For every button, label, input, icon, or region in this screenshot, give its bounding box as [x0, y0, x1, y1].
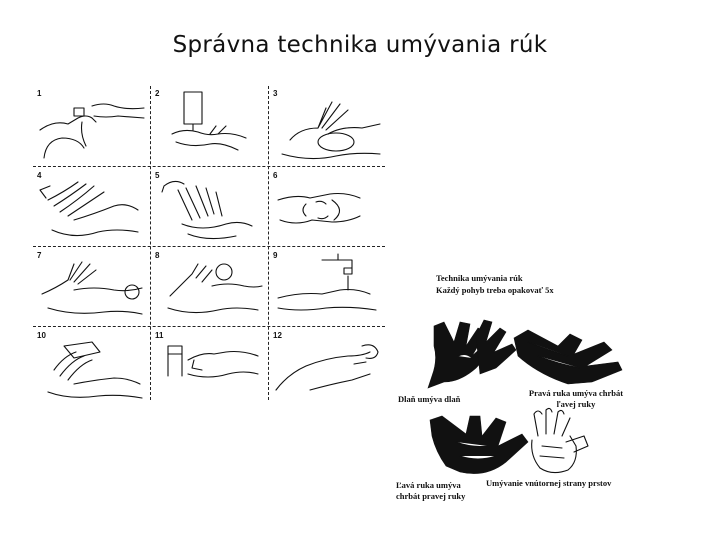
close-faucet-drawing — [152, 330, 266, 406]
faucet-hand-drawing — [34, 88, 148, 164]
grid-divider — [268, 86, 269, 400]
caption-palm-to-palm: Dlaň umýva dlaň — [398, 394, 461, 404]
step-number: 2 — [155, 89, 160, 98]
step-number: 8 — [155, 251, 160, 260]
step-9-cell — [270, 250, 384, 326]
step-number: 12 — [273, 331, 282, 340]
caption-line: Pravá ruka umýva chrbát — [528, 388, 624, 398]
step-number: 9 — [273, 251, 278, 260]
fingertips-in-palm-drawing — [152, 250, 266, 326]
grid-divider — [33, 246, 385, 247]
technique-illustration — [386, 262, 648, 504]
technique-title-line: Technika umývania rúk — [436, 273, 523, 283]
step-2-cell — [152, 88, 266, 164]
left-hand-back-icon — [426, 412, 536, 482]
step-3-cell — [270, 88, 384, 164]
caption-left-back — [396, 480, 496, 502]
step-11-cell — [152, 330, 266, 406]
step-number: 11 — [155, 331, 164, 340]
back-of-hand-drawing — [34, 170, 148, 246]
backs-of-fingers-drawing — [270, 170, 384, 246]
step-12-cell — [270, 330, 384, 406]
interlaced-fingers-drawing — [152, 170, 266, 246]
caption-inner-fingers: Umývanie vnútornej strany prstov — [486, 478, 612, 488]
caption-line: ľavej ruky — [556, 399, 596, 409]
step-10-cell — [34, 330, 148, 406]
step-number: 4 — [37, 171, 42, 180]
rinse-hands-drawing — [270, 250, 384, 326]
step-number: 10 — [37, 331, 46, 340]
step-number: 6 — [273, 171, 278, 180]
towel-dry-drawing — [34, 330, 148, 406]
clean-hands-drawing — [270, 330, 384, 406]
step-number: 3 — [273, 89, 278, 98]
grid-divider — [150, 86, 151, 400]
grid-divider — [33, 166, 385, 167]
technique-title — [436, 272, 554, 296]
soap-dispenser-drawing — [152, 88, 266, 164]
caption-line: chrbát pravej ruky — [396, 491, 466, 501]
step-8-cell — [152, 250, 266, 326]
step-number: 1 — [37, 89, 42, 98]
thumb-rotation-drawing — [34, 250, 148, 326]
technique-subtitle: Každý pohyb treba opakovať 5x — [436, 285, 554, 295]
right-hand-back-icon — [508, 326, 638, 386]
handwashing-steps-grid — [33, 86, 385, 400]
step-number: 7 — [37, 251, 42, 260]
step-1-cell — [34, 88, 148, 164]
step-6-cell — [270, 170, 384, 246]
step-5-cell — [152, 170, 266, 246]
caption-line: Ľavá ruka umýva — [396, 480, 461, 490]
step-number: 5 — [155, 171, 160, 180]
grid-divider — [33, 326, 385, 327]
step-4-cell — [34, 170, 148, 246]
step-7-cell — [34, 250, 148, 326]
interlaced-fingers-icon — [522, 406, 602, 480]
palm-to-palm-drawing — [270, 88, 384, 164]
page-title: Správna technika umývania rúk — [172, 32, 548, 58]
